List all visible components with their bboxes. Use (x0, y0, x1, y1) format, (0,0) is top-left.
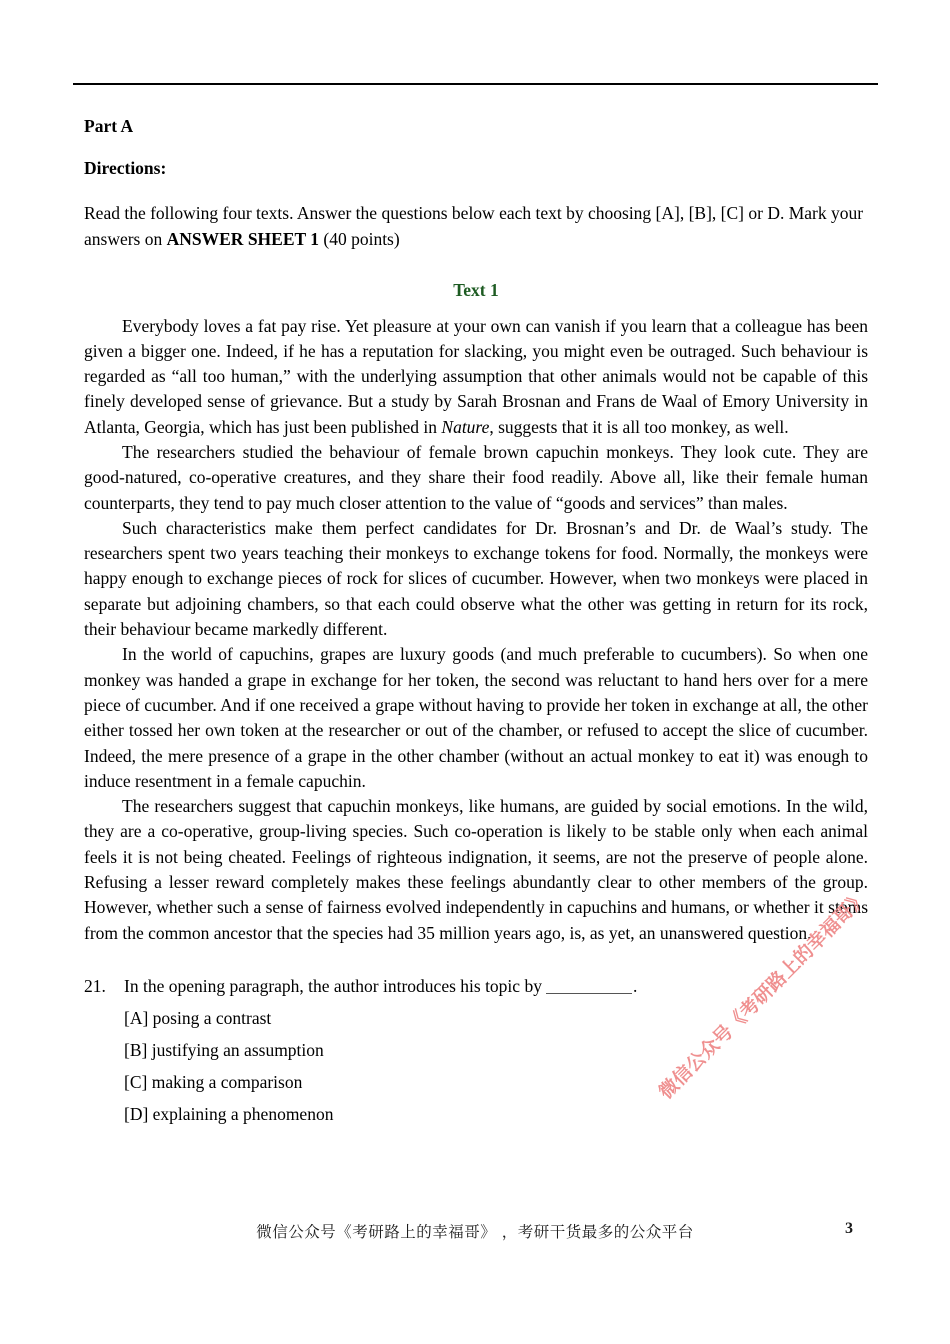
page-number: 3 (845, 1220, 853, 1237)
question-21-option-a[interactable]: [A] posing a contrast (124, 1008, 272, 1029)
passage-paragraph-4: In the world of capuchins, grapes are luxury goods (and much preferable to cucumbers). So when one monkey was handed a grape in exchange for her token, the second was reluctant to hand hers over for a mere piece of cucumber. And if one received a grape without having to provide her token in exchange at all, the other either tossed her own token at the researcher or out of the chamber, or refused to accept the slice of cucumber. Indeed, the mere presence of a grape in the other chamber (without an actual monkey to eat it) was enough to induce resentment in a female capuchin. (84, 644, 868, 791)
question-21-option-d[interactable]: [D] explaining a phenomenon (124, 1104, 334, 1125)
header-rule (73, 83, 878, 85)
page-footer (0, 1220, 950, 1250)
directions-heading: Directions: (84, 157, 167, 178)
text-1-title: Text 1 (453, 280, 499, 300)
question-21-blank (546, 993, 632, 994)
question-block (84, 974, 868, 1128)
journal-name-nature: Nature (441, 416, 490, 437)
question-21-stem-end: . (632, 975, 638, 996)
paragraph-1-segment-1: Everybody loves a fat pay rise. Yet pleasure at your own can vanish if you learn that a colleague has been given a bigger one. Indeed, if he has a reputation for slacking, you might even be outraged. Such behaviour is regarded as “all too human,” with the underlying assumption that other animals would not be capable of this finely developed sense of grievance. But a study by Sarah Brosnan and Frans de Waal of Emory University in Atlanta, Georgia, which has just been published in (84, 315, 868, 437)
page-content (84, 118, 868, 1134)
wechat-watermark: 微信公众号《考研路上的幸福哥》 (654, 886, 872, 1104)
passage-paragraph-2: The researchers studied the behaviour of female brown capuchin monkeys. They look cute. They are good-natured, co-operative creatures, and they share their food readily. Above all, like their female human counterparts, they tend to pay much closer attention to the value of “goods and services” than males. (84, 441, 868, 513)
question-21-number: 21. (84, 975, 106, 996)
footer-promo-text: 微信公众号《考研路上的幸福哥》 ，考研干货最多的公众平台 (256, 1223, 694, 1241)
passage-paragraph-3: Such characteristics make them perfect candidates for Dr. Brosnan’s and Dr. de Waal’s study. The researchers spent two years teaching their monkeys to exchange tokens for food. Normally, the monkeys were happy enough to exchange pieces of rock for slices of cucumber. However, when two monkeys were placed in separate but adjoining chambers, so that each could observe what the other was getting in return for its rock, their behaviour became markedly different. (84, 517, 868, 640)
question-21-option-b[interactable]: [B] justifying an assumption (124, 1040, 324, 1061)
directions-points: (40 points) (319, 228, 400, 249)
question-21 (84, 974, 868, 1000)
question-21-option-c[interactable]: [C] making a comparison (124, 1072, 303, 1093)
answer-sheet-label: ANSWER SHEET 1 (166, 228, 319, 249)
part-heading: Part A (84, 116, 134, 136)
directions-text-before: Read the following four texts. Answer the questions below each text by choosing [A], [B], [C] or D. Mark your answers on (84, 203, 864, 249)
paragraph-1-segment-2: , suggests that it is all too monkey, as well. (489, 416, 789, 437)
passage-paragraph-1 (84, 314, 868, 440)
directions-body (84, 201, 868, 252)
passage-paragraph-5: The researchers suggest that capuchin monkeys, like humans, are guided by social emotions. In the wild, they are a co-operative, group-living species. Such co-operation is likely to be stable only when each animal feels it is not being cheated. Feelings of righteous indignation, it seems, are not the preserve of people alone. Refusing a lesser reward completely makes these feelings abundantly clear to other members of the group. However, whether such a sense of fairness evolved independently in capuchins and humans, or whether it stems from the common ancestor that the species had 35 million years ago, is, as yet, an unanswered question. (84, 796, 868, 943)
question-21-stem: In the opening paragraph, the author introduces his topic by (124, 975, 542, 996)
